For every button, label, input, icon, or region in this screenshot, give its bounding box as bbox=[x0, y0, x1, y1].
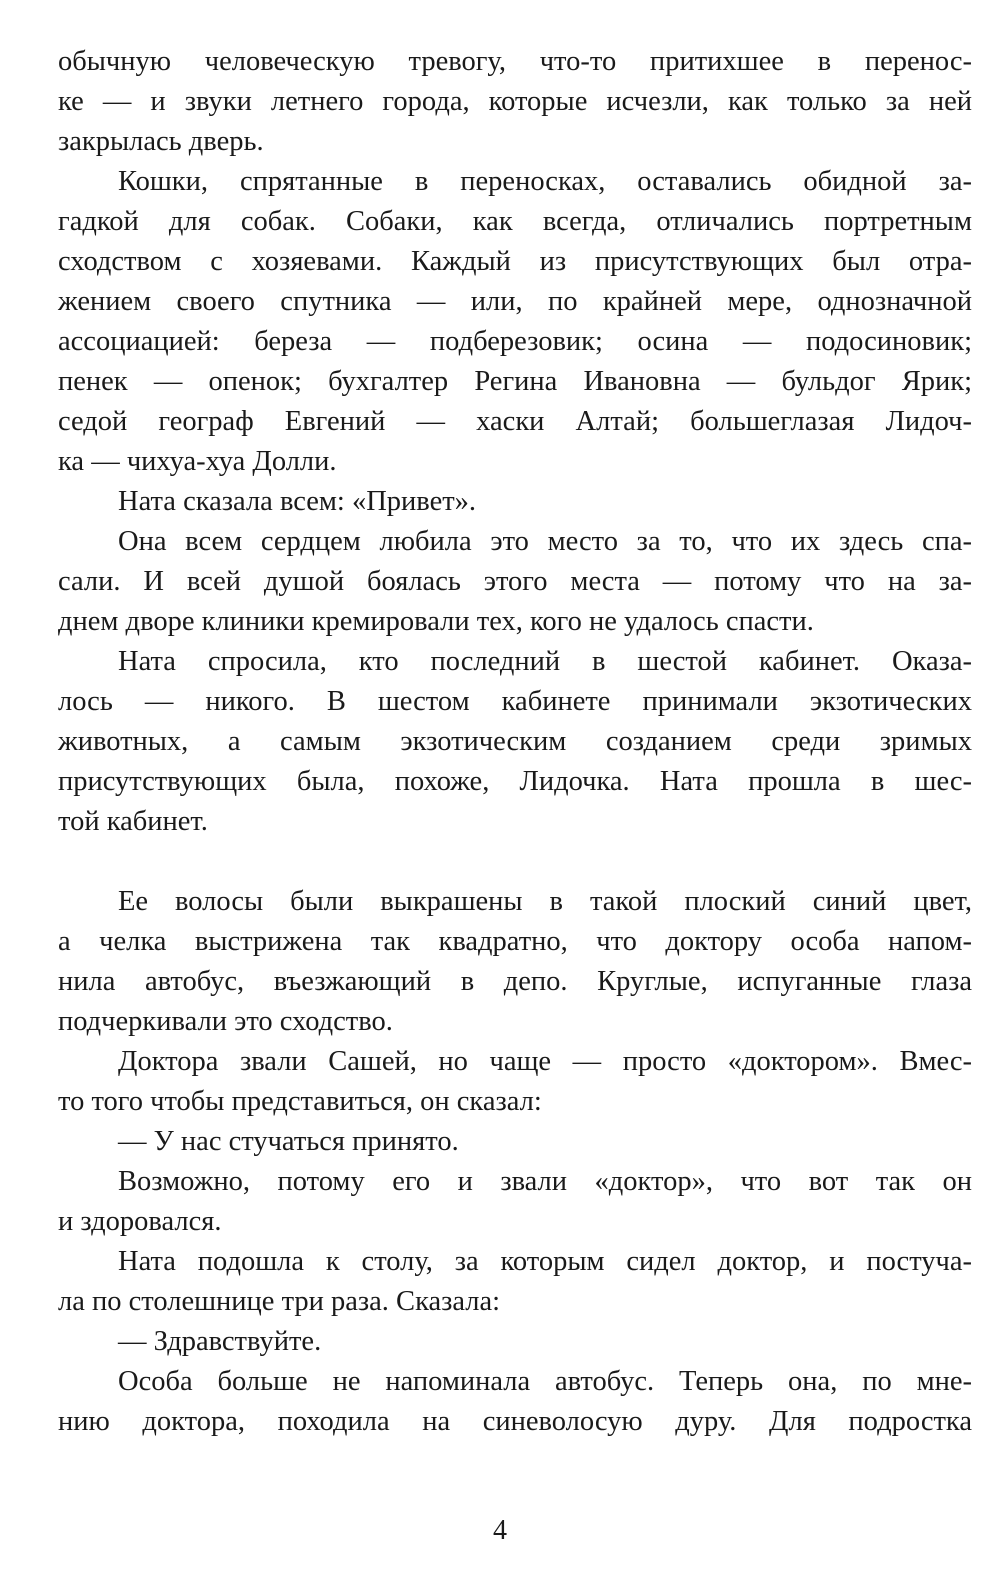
text-line: Ната сказала всем: «Привет». bbox=[118, 486, 477, 517]
text-line: животных, а самым экзотическим созданием среди зримых bbox=[58, 726, 972, 757]
text-line: Ее волосы были выкрашены в такой плоский синий цвет, bbox=[118, 886, 972, 917]
text-line: ке — и звуки летнего города, которые исчезли, как только за ней bbox=[58, 86, 972, 117]
text-line: лось — никого. В шестом кабинете принимали экзотических bbox=[58, 686, 972, 717]
text-line: седой географ Евгений — хаски Алтай; большеглазая Лидоч- bbox=[58, 406, 972, 437]
text-line: пенек — опенок; бухгалтер Регина Ивановна — бульдог Ярик; bbox=[58, 366, 972, 397]
text-line: ла по столешнице три раза. Сказала: bbox=[58, 1286, 501, 1317]
text-line: обычную человеческую тревогу, что-то притихшее в перенос- bbox=[58, 46, 972, 77]
text-line: — У нас стучаться принято. bbox=[118, 1126, 459, 1157]
text-line: Она всем сердцем любила это место за то, что их здесь спа- bbox=[118, 526, 972, 557]
paragraph bbox=[58, 1322, 972, 1362]
text-line: то того чтобы представиться, он сказал: bbox=[58, 1086, 542, 1117]
text-line: и здоровался. bbox=[58, 1206, 222, 1237]
paragraph bbox=[58, 1042, 972, 1122]
text-line: нию доктора, походила на синеволосую дуру. Для подростка bbox=[58, 1406, 972, 1437]
text-line: закрылась дверь. bbox=[58, 126, 264, 157]
text-line: подчеркивали это сходство. bbox=[58, 1006, 393, 1037]
page-number: 4 bbox=[493, 1515, 507, 1546]
text-line: сали. И всей душой боялась этого места — потому что на за- bbox=[58, 566, 972, 597]
text-line: Кошки, спрятанные в переносках, оставались обидной за- bbox=[118, 166, 972, 197]
paragraph bbox=[58, 482, 972, 522]
text-line: а челка выстрижена так квадратно, что доктору особа напом- bbox=[58, 926, 972, 957]
text-line: Ната подошла к столу, за которым сидел доктор, и постуча- bbox=[118, 1246, 972, 1277]
paragraph bbox=[58, 1362, 972, 1442]
text-line: той кабинет. bbox=[58, 806, 208, 837]
text-line: гадкой для собак. Собаки, как всегда, отличались портретным bbox=[58, 206, 972, 237]
paragraph bbox=[58, 642, 972, 842]
text-line: ассоциацией: береза — подберезовик; осина — подосиновик; bbox=[58, 326, 972, 357]
page-body bbox=[58, 42, 972, 1442]
paragraph bbox=[58, 162, 972, 482]
text-line: Ната спросила, кто последний в шестой кабинет. Оказа- bbox=[118, 646, 972, 677]
paragraph bbox=[58, 1122, 972, 1162]
paragraph bbox=[58, 1162, 972, 1242]
text-line: Возможно, потому его и звали «доктор», что вот так он bbox=[118, 1166, 972, 1197]
paragraph bbox=[58, 42, 972, 162]
text-line: ка — чихуа-хуа Долли. bbox=[58, 446, 337, 477]
text-line: нила автобус, въезжающий в депо. Круглые, испуганные глаза bbox=[58, 966, 972, 997]
text-line: днем дворе клиники кремировали тех, кого не удалось спасти. bbox=[58, 606, 814, 637]
text-line: Особа больше не напоминала автобус. Теперь она, по мне- bbox=[118, 1366, 972, 1397]
text-line: Доктора звали Сашей, но чаще — просто «доктором». Вмес- bbox=[118, 1046, 972, 1077]
text-line: жением своего спутника — или, по крайней мере, однозначной bbox=[58, 286, 972, 317]
text-line: присутствующих была, похоже, Лидочка. Ната прошла в шес- bbox=[58, 766, 972, 797]
paragraph bbox=[58, 522, 972, 642]
text-line: сходством с хозяевами. Каждый из присутствующих был отра- bbox=[58, 246, 972, 277]
text-line: — Здравствуйте. bbox=[118, 1326, 322, 1357]
paragraph bbox=[58, 1242, 972, 1322]
paragraph bbox=[58, 882, 972, 1042]
